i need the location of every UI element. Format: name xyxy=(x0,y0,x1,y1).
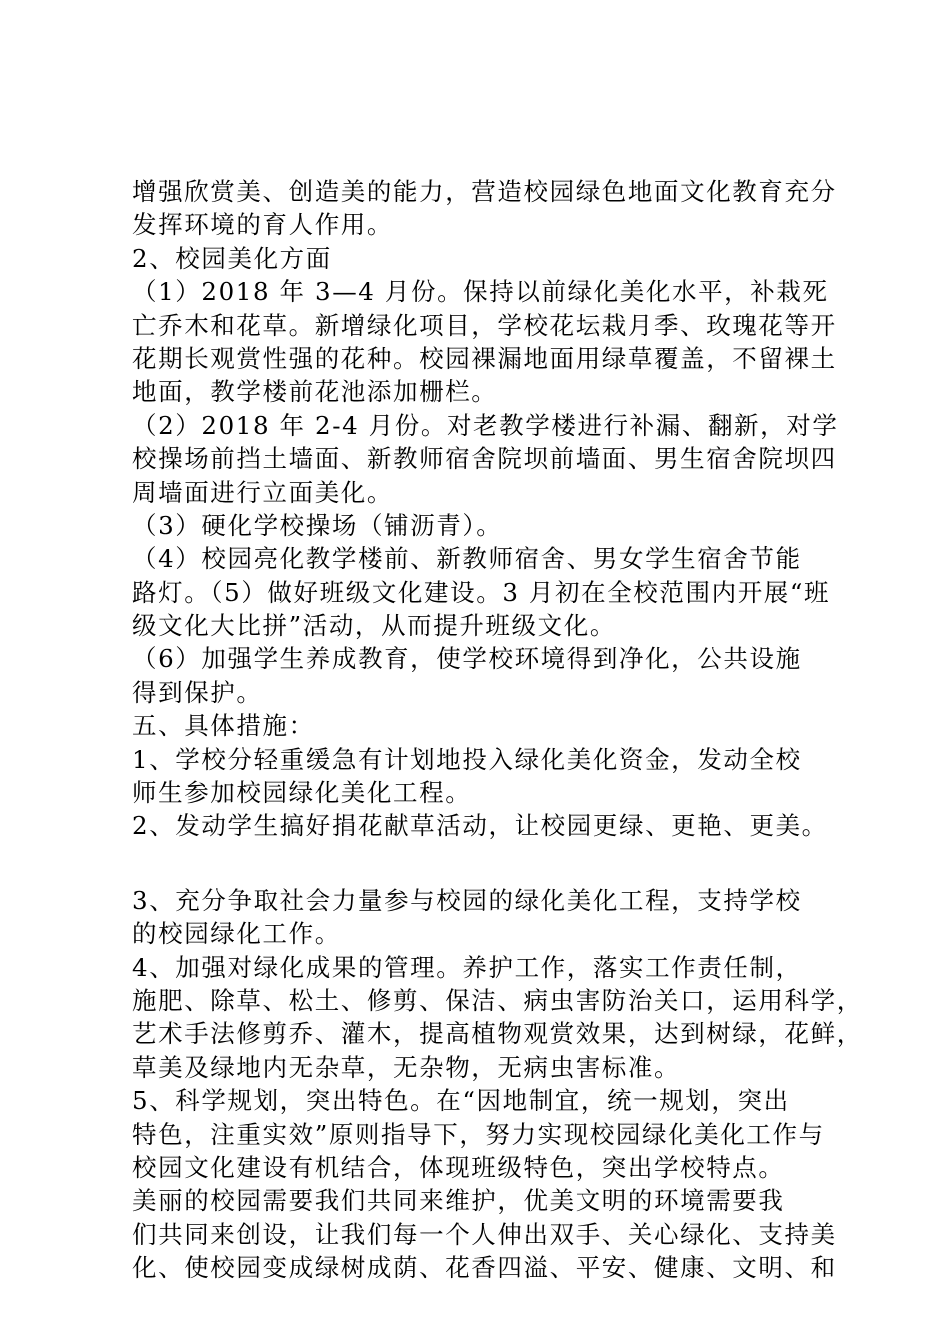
text-line: 2、发动学生搞好捐花献草活动，让校园更绿、更艳、更美。 xyxy=(132,811,828,841)
text-line: 校操场前挡土墙面、新教师宿舍院坝前墙面、男生宿舍院坝四 xyxy=(132,444,837,474)
text-line: （1）2018 年 3—4 月份。保持以前绿化美化水平，补栽死 xyxy=(132,277,829,307)
text-line: 3、充分争取社会力量参与校园的绿化美化工程，支持学校 xyxy=(132,885,802,915)
text-line: 化、使校园变成绿树成荫、花香四溢、平安、健康、文明、和 xyxy=(132,1253,837,1283)
text-line: 2、校园美化方面 xyxy=(132,243,332,273)
text-line: 校园文化建设有机结合，体现班级特色，突出学校特点。 xyxy=(132,1152,785,1182)
text-line: 5、科学规划，突出特色。在“因地制宜，统一规划，突出 xyxy=(132,1086,790,1116)
text-line: 亡乔木和花草。新增绿化项目，学校花坛栽月季、玫瑰花等开 xyxy=(132,310,837,340)
text-line: 施肥、除草、松土、修剪、保洁、病虫害防治关口，运用科学， xyxy=(132,985,863,1015)
text-line: 特色，注重实效”原则指导下，努力实现校园绿化美化工作与 xyxy=(132,1119,825,1149)
text-line: 增强欣赏美、创造美的能力，营造校园绿色地面文化教育充分 xyxy=(132,177,837,206)
text-line: 1、学校分轻重缓急有计划地投入绿化美化资金，发动全校 xyxy=(132,744,802,774)
text-line: 五、具体措施： xyxy=(132,711,315,741)
text-line: 级文化大比拼”活动，从而提升班级文化。 xyxy=(132,611,616,641)
text-line: （2）2018 年 2-4 月份。对老教学楼进行补漏、翻新，对学 xyxy=(132,410,839,440)
text-line: 的校园绿化工作。 xyxy=(132,919,341,949)
text-line: 艺术手法修剪乔、灌木，提高植物观赏效果，达到树绿，花鲜， xyxy=(132,1019,863,1049)
text-line: （4）校园亮化教学楼前、新教师宿舍、男女学生宿舍节能 xyxy=(132,544,802,574)
text-line: 周墙面进行立面美化。 xyxy=(132,477,393,507)
text-line: 路灯。（5）做好班级文化建设。3 月初在全校范围内开展“班 xyxy=(132,577,831,607)
text-line: 地面，教学楼前花池添加栅栏。 xyxy=(132,377,498,407)
text-line: 们共同来创设，让我们每一个人伸出双手、关心绿化、支持美 xyxy=(132,1219,837,1249)
text-line: 师生参加校园绿化美化工程。 xyxy=(132,778,472,808)
document-body xyxy=(132,175,863,1285)
text-line: （3）硬化学校操场（铺沥青）。 xyxy=(132,510,503,540)
paragraph-gap xyxy=(132,843,852,884)
text-line: 4、加强对绿化成果的管理。养护工作，落实工作责任制， xyxy=(132,952,802,982)
text-line: 美丽的校园需要我们共同来维护，优美文明的环境需要我 xyxy=(132,1186,785,1216)
text-line: 草美及绿地内无杂草，无杂物，无病虫害标准。 xyxy=(132,1052,681,1082)
text-line: 得到保护。 xyxy=(132,677,263,707)
text-line: 花期长观赏性强的花种。校园裸漏地面用绿草覆盖，不留裸土 xyxy=(132,343,837,373)
text-line: 发挥环境的育人作用。 xyxy=(132,210,393,240)
text-line: （6）加强学生养成教育，使学校环境得到净化，公共设施 xyxy=(132,644,802,674)
